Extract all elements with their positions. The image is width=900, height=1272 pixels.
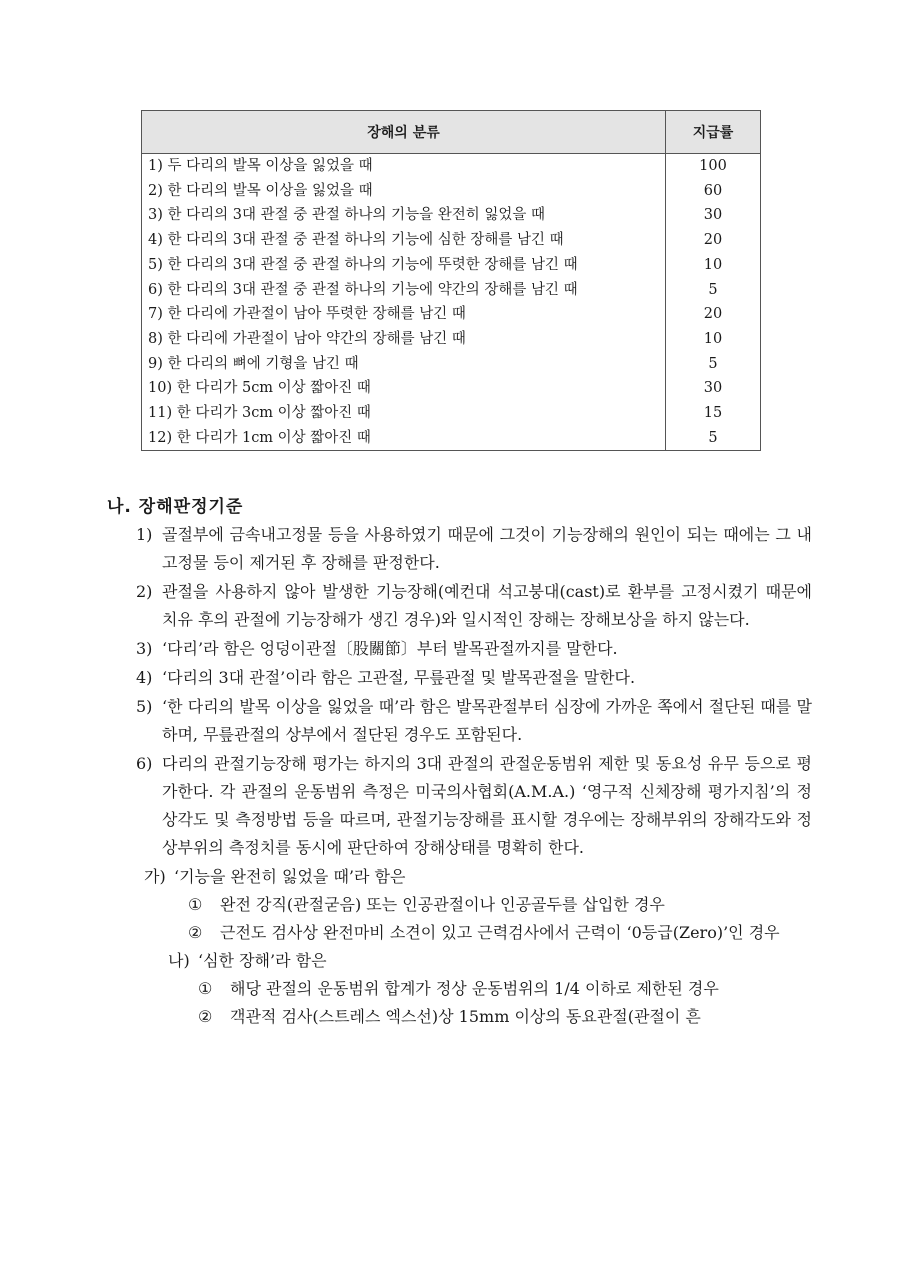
cell-rate: 15 <box>666 401 761 426</box>
table-row <box>142 401 761 426</box>
table-row <box>142 179 761 204</box>
criteria-item-text: 다리의 관절기능장해 평가는 하지의 3대 관절의 관절운동범위 제한 및 동요성 유무 등으로 평가한다. 각 관절의 운동범위 측정은 미국의사협회(A.M.A.) ‘영구적 신체장해 평가지침’의 정상각도 및 측정방법 등을 따르며, 관절기능장해를 표시할 경우에는 장해부위의 장해각도와 정상부위의 측정치를 동시에 판단하여 장해상태를 명확히 한다. <box>162 754 812 857</box>
header-rate: 지급률 <box>666 111 761 154</box>
criteria-item-num: 1) <box>136 525 153 544</box>
sub-b-item <box>198 975 812 1003</box>
sub-heading-b-text: ‘심한 장해’라 함은 <box>198 951 327 970</box>
sub-heading-a-text: ‘기능을 완전히 잃었을 때’라 함은 <box>174 867 406 886</box>
cell-rate: 10 <box>666 253 761 278</box>
cell-classification: 1) 두 다리의 발목 이상을 잃었을 때 <box>142 154 666 179</box>
table-row <box>142 302 761 327</box>
table-row <box>142 253 761 278</box>
criteria-list <box>136 521 812 1031</box>
cell-classification: 9) 한 다리의 뼈에 기형을 남긴 때 <box>142 352 666 377</box>
table-header-row <box>142 111 761 154</box>
table-row <box>142 154 761 179</box>
criteria-item <box>136 693 812 749</box>
criteria-item <box>136 521 812 577</box>
table-row <box>142 278 761 303</box>
sub-b-item-num: ② <box>198 1007 213 1026</box>
cell-rate: 10 <box>666 327 761 352</box>
sub-a-item-num: ② <box>188 923 203 942</box>
table-row <box>142 327 761 352</box>
sub-a-item-num: ① <box>188 895 203 914</box>
criteria-item-text: ‘다리’라 함은 엉덩이관절〔股關節〕부터 발목관절까지를 말한다. <box>162 639 618 658</box>
sub-a-item <box>188 891 812 919</box>
table-row <box>142 352 761 377</box>
sub-b-item-num: ① <box>198 979 213 998</box>
table-row <box>142 426 761 451</box>
sub-heading-a <box>144 863 812 891</box>
disability-rate-table <box>141 110 761 451</box>
cell-rate: 20 <box>666 302 761 327</box>
sub-a-item <box>188 919 812 947</box>
cell-classification: 6) 한 다리의 3대 관절 중 관절 하나의 기능에 약간의 장해를 남긴 때 <box>142 278 666 303</box>
criteria-item <box>136 750 812 862</box>
cell-classification: 4) 한 다리의 3대 관절 중 관절 하나의 기능에 심한 장해를 남긴 때 <box>142 228 666 253</box>
sub-heading-b-num: 나) <box>168 951 190 970</box>
sub-b-item <box>198 1003 812 1031</box>
criteria-item-text: 관절을 사용하지 않아 발생한 기능장해(예컨대 석고붕대(cast)로 환부를 고정시켰기 때문에 치유 후의 관절에 기능장해가 생긴 경우)와 일시적인 장해는 장해보상을 하지 않는다. <box>162 582 812 629</box>
header-classification: 장해의 분류 <box>142 111 666 154</box>
sub-a-item-text: 근전도 검사상 완전마비 소견이 있고 근력검사에서 근력이 ‘0등급(Zero)’인 경우 <box>220 923 780 942</box>
criteria-item-text: ‘한 다리의 발목 이상을 잃었을 때’라 함은 발목관절부터 심장에 가까운 쪽에서 절단된 때를 말하며, 무릎관절의 상부에서 절단된 경우도 포함된다. <box>162 697 812 744</box>
sub-b-item-text: 해당 관절의 운동범위 합계가 정상 운동범위의 1/4 이하로 제한된 경우 <box>230 979 719 998</box>
cell-rate: 5 <box>666 278 761 303</box>
table-row <box>142 376 761 401</box>
sub-a-item-text: 완전 강직(관절굳음) 또는 인공관절이나 인공골두를 삽입한 경우 <box>220 895 665 914</box>
sub-heading-b <box>168 947 812 975</box>
cell-classification: 12) 한 다리가 1cm 이상 짧아진 때 <box>142 426 666 451</box>
cell-classification: 11) 한 다리가 3cm 이상 짧아진 때 <box>142 401 666 426</box>
criteria-item-num: 2) <box>136 582 153 601</box>
cell-rate: 30 <box>666 203 761 228</box>
criteria-item-num: 4) <box>136 668 153 687</box>
cell-rate: 20 <box>666 228 761 253</box>
cell-classification: 10) 한 다리가 5cm 이상 짧아진 때 <box>142 376 666 401</box>
cell-classification: 7) 한 다리에 가관절이 남아 뚜렷한 장해를 남긴 때 <box>142 302 666 327</box>
table-row <box>142 203 761 228</box>
criteria-item <box>136 635 812 663</box>
criteria-item-num: 5) <box>136 697 153 716</box>
cell-rate: 5 <box>666 426 761 451</box>
criteria-item-text: 골절부에 금속내고정물 등을 사용하였기 때문에 그것이 기능장해의 원인이 되는 때에는 그 내고정물 등이 제거된 후 장해를 판정한다. <box>162 525 812 572</box>
cell-rate: 100 <box>666 154 761 179</box>
cell-classification: 3) 한 다리의 3대 관절 중 관절 하나의 기능을 완전히 잃었을 때 <box>142 203 666 228</box>
cell-classification: 5) 한 다리의 3대 관절 중 관절 하나의 기능에 뚜렷한 장해를 남긴 때 <box>142 253 666 278</box>
cell-rate: 60 <box>666 179 761 204</box>
criteria-item-text: ‘다리의 3대 관절’이라 함은 고관절, 무릎관절 및 발목관절을 말한다. <box>162 668 636 687</box>
section-title: 나. 장해판정기준 <box>107 497 244 517</box>
sub-b-item-text: 객관적 검사(스트레스 엑스선)상 15mm 이상의 동요관절(관절이 흔 <box>230 1007 701 1026</box>
table-row <box>142 228 761 253</box>
cell-rate: 5 <box>666 352 761 377</box>
criteria-item-num: 3) <box>136 639 153 658</box>
criteria-item-num: 6) <box>136 754 153 773</box>
cell-classification: 2) 한 다리의 발목 이상을 잃었을 때 <box>142 179 666 204</box>
table-body <box>142 154 761 451</box>
criteria-item <box>136 578 812 634</box>
sub-heading-a-num: 가) <box>144 867 166 886</box>
cell-rate: 30 <box>666 376 761 401</box>
criteria-item <box>136 664 812 692</box>
cell-classification: 8) 한 다리에 가관절이 남아 약간의 장해를 남긴 때 <box>142 327 666 352</box>
